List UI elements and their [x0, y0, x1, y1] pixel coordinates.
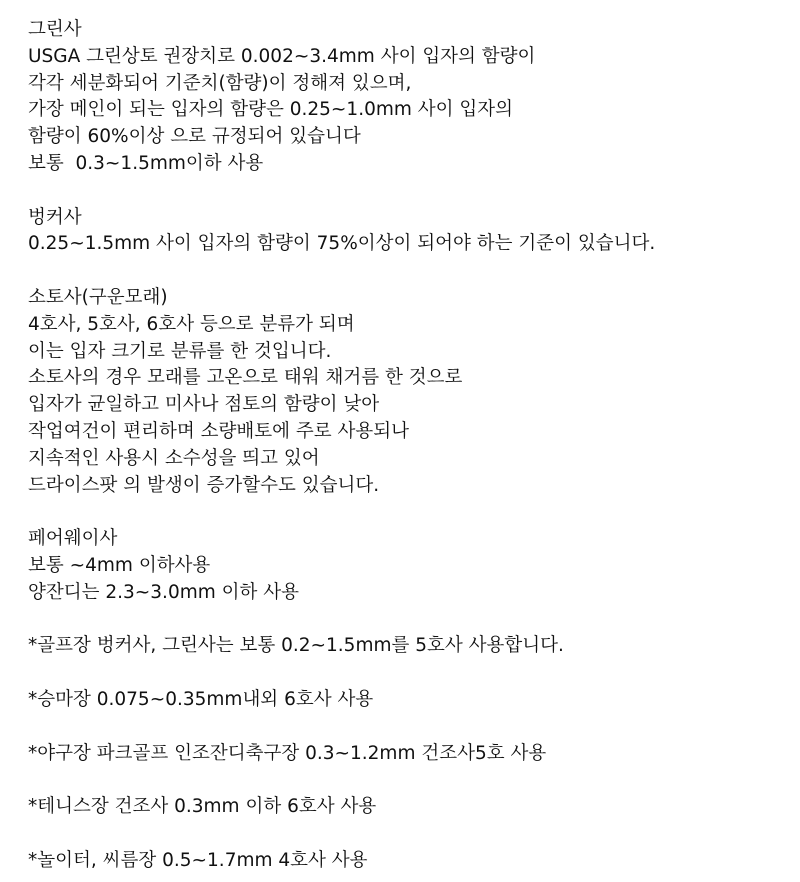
spacer [28, 714, 655, 741]
note-baseball-park-golf: *야구장 파크골프 인조잔디축구장 0.3~1.2mm 건조사5호 사용 [28, 742, 547, 764]
bunker-sand-line-1: 0.25~1.5mm 사이 입자의 함량이 75%이상이 되어야 하는 기준이 있습니다. [28, 233, 656, 255]
spacer [28, 821, 655, 848]
green-sand-line-5: 보통 0.3~1.5mm이하 사용 [28, 152, 264, 174]
section-title-fairway-sand: 페어웨이사 [28, 528, 118, 550]
fired-sand-line-2: 이는 입자 크기로 분류를 한 것입니다. [28, 340, 332, 362]
note-playground-ssireum: *놀이터, 씨름장 0.5~1.7mm 4호사 사용 [28, 849, 368, 871]
section-title-bunker-sand: 벙커사 [28, 206, 82, 228]
green-sand-line-1: USGA 그린상토 권장치로 0.002~3.4mm 사이 입자의 함량이 [28, 45, 536, 67]
section-title-fired-sand: 소토사(구운모래) [28, 286, 168, 308]
fired-sand-line-7: 드라이스팟 의 발생이 증가할수도 있습니다. [28, 474, 380, 496]
note-tennis-court: *테니스장 건조사 0.3mm 이하 6호사 사용 [28, 796, 377, 818]
spacer [28, 660, 655, 687]
section-title-green-sand: 그린사 [28, 19, 82, 40]
fairway-sand-line-1: 보통 ~4mm 이하사용 [28, 554, 211, 576]
spacer [28, 767, 655, 794]
spacer [28, 258, 655, 285]
note-racecourse: *승마장 0.075~0.35mm내외 6호사 사용 [28, 688, 374, 710]
fired-sand-line-6: 지속적인 사용시 소수성을 띄고 있어 [28, 447, 320, 469]
fired-sand-line-5: 작업여건이 편리하며 소량배토에 주로 사용되나 [28, 420, 409, 442]
document-body [28, 17, 655, 875]
fairway-sand-line-2: 양잔디는 2.3~3.0mm 이하 사용 [28, 581, 299, 603]
green-sand-line-3: 가장 메인이 되는 입자의 함량은 0.25~1.0mm 사이 입자의 [28, 99, 513, 121]
fired-sand-line-1: 4호사, 5호사, 6호사 등으로 분류가 되며 [28, 313, 355, 335]
spacer [28, 178, 655, 205]
green-sand-line-2: 각각 세분화되어 기준치(함량)이 정해져 있으며, [28, 72, 412, 94]
fired-sand-line-3: 소토사의 경우 모래를 고온으로 태워 채거름 한 것으로 [28, 367, 463, 389]
note-golf-course: *골프장 벙커사, 그린사는 보통 0.2~1.5mm를 5호사 사용합니다. [28, 635, 564, 657]
green-sand-line-4: 함량이 60%이상 으로 규정되어 있습니다 [28, 126, 361, 148]
spacer [28, 607, 655, 634]
spacer [28, 499, 655, 526]
fired-sand-line-4: 입자가 균일하고 미사나 점토의 함량이 낮아 [28, 394, 380, 416]
